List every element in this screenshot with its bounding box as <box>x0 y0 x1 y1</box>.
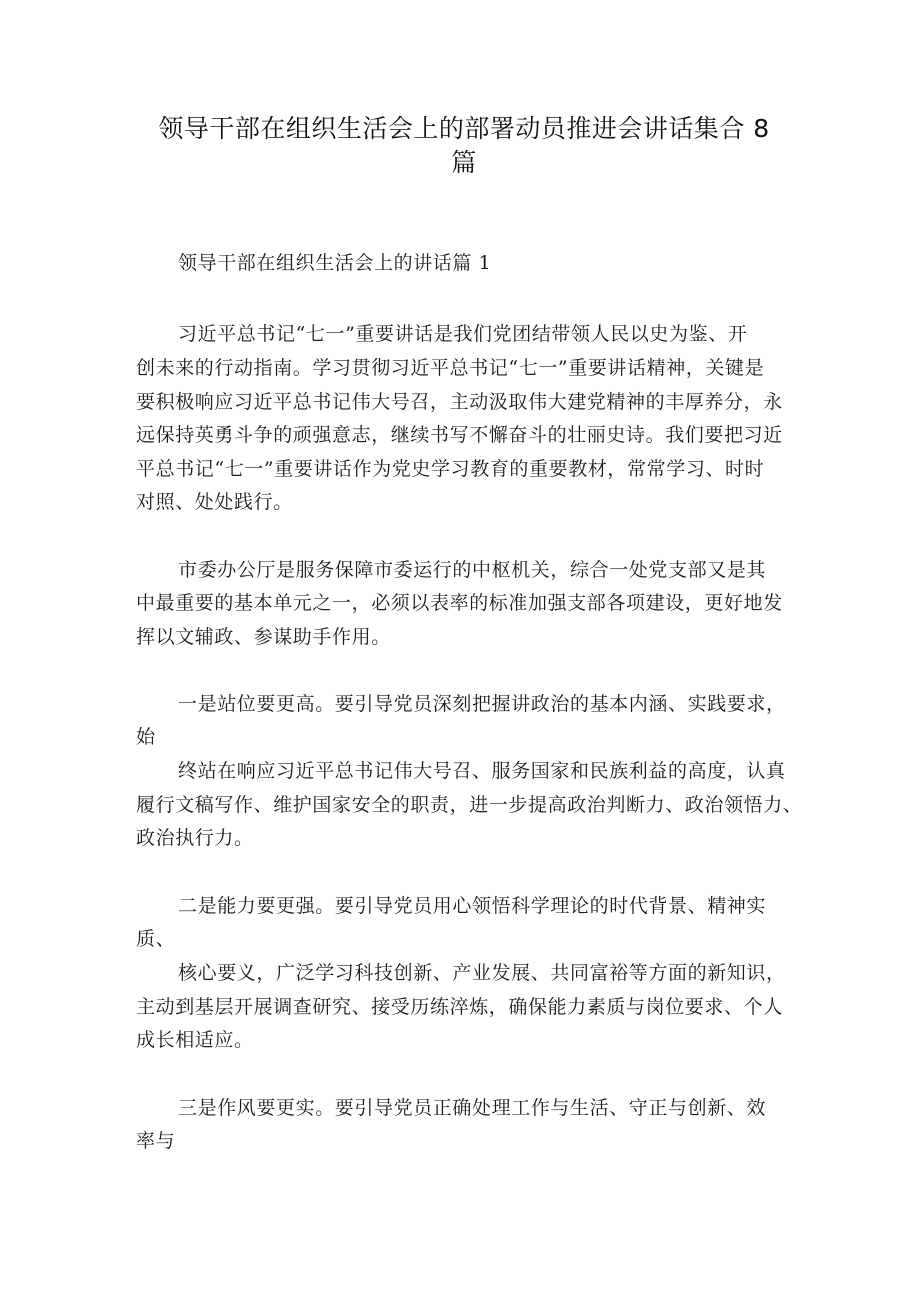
paragraph-4-line-3: 核心要义，广泛学习科技创新、产业发展、共同富裕等方面的新知识， <box>178 962 786 984</box>
paragraph-3-line-1: 一是站位要更高。要引导党员深刻把握讲政治的基本内涵、实践要求， <box>178 693 786 715</box>
paragraph-1-line-1: 习近平总书记“七一”重要讲话是我们党团结带领人民以史为鉴、开 <box>178 323 748 345</box>
paragraph-4-line-4: 主动到基层开展调查研究、接受历练淬炼，确保能力素质与岗位要求、个人 <box>136 996 783 1018</box>
paragraph-4-line-2: 质、 <box>136 928 176 950</box>
paragraph-2-line-2: 中最重要的基本单元之一，必须以表率的标准加强支部各项建设，更好地发 <box>136 592 783 614</box>
section-subheading: 领导干部在组织生活会上的讲话篇 1 <box>178 252 492 274</box>
paragraph-4-line-5: 成长相适应。 <box>136 1029 254 1051</box>
title-line-1: 领导干部在组织生活会上的部署动员推进会讲话集合 8 <box>158 114 770 143</box>
paragraph-5-line-1: 三是作风要更实。要引导党员正确处理工作与生活、守正与创新、效 <box>178 1097 767 1119</box>
paragraph-5-line-2: 率与 <box>136 1130 176 1152</box>
paragraph-3-line-2: 始 <box>136 726 156 748</box>
paragraph-1-line-2: 创未来的行动指南。学习贯彻习近平总书记“七一”重要讲话精神，关键是 <box>136 357 765 379</box>
paragraph-3-line-5: 政治执行力。 <box>136 827 254 849</box>
paragraph-1-line-4: 远保持英勇斗争的顽强意志，继续书写不懈奋斗的壮丽史诗。我们要把习近 <box>136 424 783 446</box>
paragraph-4-line-1: 二是能力要更强。要引导党员用心领悟科学理论的时代背景、精神实 <box>178 895 767 917</box>
paragraph-1-line-6: 对照、处处践行。 <box>136 491 293 513</box>
paragraph-1-line-5: 平总书记“七一”重要讲话作为党史学习教育的重要教材，常常学习、时时 <box>136 458 765 480</box>
paragraph-3-line-3: 终站在响应习近平总书记伟大号召、服务国家和民族利益的高度，认真 <box>178 760 786 782</box>
paragraph-1-line-3: 要积极响应习近平总书记伟大号召，主动汲取伟大建党精神的丰厚养分，永 <box>136 391 783 413</box>
paragraph-2-line-3: 挥以文辅政、参谋助手作用。 <box>136 626 391 648</box>
paragraph-2-line-1: 市委办公厅是服务保障市委运行的中枢机关，综合一处党支部又是其 <box>178 559 767 581</box>
document-title <box>136 112 792 180</box>
paragraph-3-line-4: 履行文稿写作、维护国家安全的职责，进一步提高政治判断力、政治领悟力、 <box>136 794 803 816</box>
title-line-2: 篇 <box>451 148 477 177</box>
